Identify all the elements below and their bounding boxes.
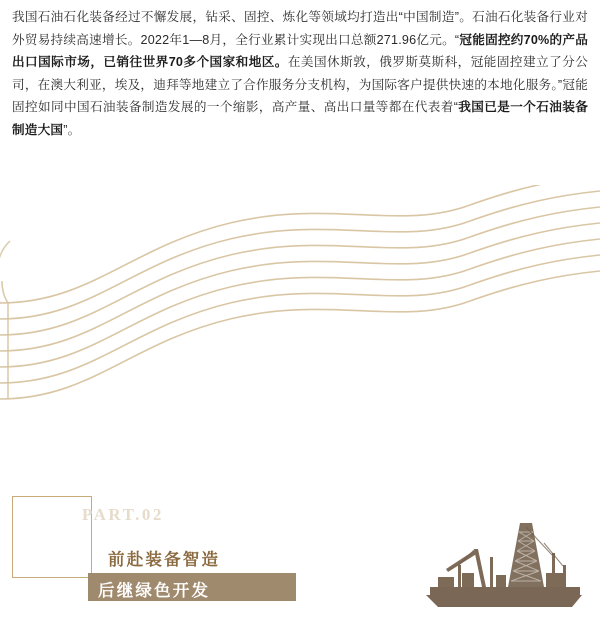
section-heading-line2: 后继绿色开发 <box>98 582 211 600</box>
oil-rig-silhouette <box>412 503 592 613</box>
section-heading-bar <box>88 573 296 601</box>
article-text-run-2-bold: 冠能固控约70%的产品出口国际市场，已销往世界70多个国家和地区。 <box>12 32 589 69</box>
article-text-run-4-bold: 我国已是一个石油装备制造大国 <box>12 100 589 137</box>
article-paragraph <box>12 6 588 141</box>
section-heading-line1: 前赴装备智造 <box>108 551 221 569</box>
gold-wave-lines <box>0 185 600 440</box>
part-frame-decoration <box>12 496 92 578</box>
article-text-run-5: ”。 <box>63 122 81 137</box>
section-banner <box>0 470 600 635</box>
article-text-run-3: 在美国休斯敦，俄罗斯莫斯科，冠能固控建立了分公司，在澳大利亚，埃及，迪拜等地建立了合作服务分支机构，为国际客户提供快速的本地化服务。”冠能固控如同中国石油装备制造发展的一个缩影，高产量、高出口量等都在代表着“ <box>12 55 588 114</box>
wave-svg <box>0 185 600 440</box>
article-text-run-1: 我国石油石化装备经过不懈发展，钻采、固控、炼化等领域均打造出“中国制造”。石油石化装备行业对外贸易持续高速增长。2022年1—8月，全行业累计实现出口总额271.96亿元。“ <box>12 10 588 47</box>
part-number-label: PART.02 <box>82 505 164 524</box>
